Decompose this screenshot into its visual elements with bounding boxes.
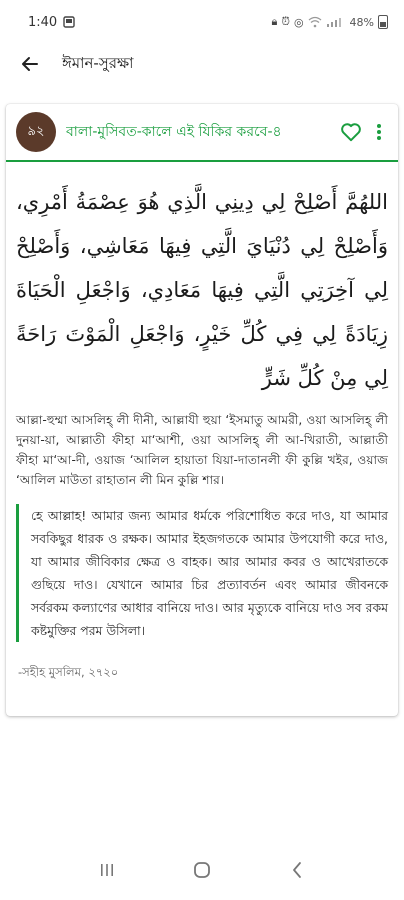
system-nav-bar xyxy=(0,840,404,900)
system-back-button[interactable] xyxy=(277,850,317,890)
status-time: 1:40 xyxy=(28,14,58,30)
back-button[interactable] xyxy=(18,52,42,76)
home-icon xyxy=(193,861,211,879)
back-chevron-icon xyxy=(291,861,303,879)
alarm-icon: ⏰︎ xyxy=(281,15,290,28)
battery-percent: 48% xyxy=(349,15,374,29)
status-bar xyxy=(0,0,404,44)
battery-icon xyxy=(378,15,388,29)
lock-icon: 🔒︎ xyxy=(271,15,278,28)
hadith-reference: -সহীহ মুসলিম, ২৭২০ xyxy=(18,665,119,679)
wifi-icon xyxy=(308,16,322,28)
home-button[interactable] xyxy=(182,850,222,890)
page-title: ঈমান-সুরক্ষা xyxy=(62,53,134,72)
status-right xyxy=(271,15,388,29)
signal-icon xyxy=(326,16,346,28)
app-bar xyxy=(0,44,404,84)
dua-title: বালা-মুসিবত-কালে এই যিকির করবে-৪ xyxy=(66,124,282,140)
arabic-text: اللهُمَّ أَصْلِحْ لِي دِينِي الَّذِي هُوَ عِصْمَةُ أَمْرِي، وَأَصْلِحْ لِي دُنْيَايَ الَّتِي فِيهَا مَعَاشِي، وَأَصْلِحْ لِي آخِرَتِي الَّتِي فِيهَا مَعَادِي، وَاجْعَلِ الْحَيَاةَ زِيَادَةً لِي فِي كُلِّ خَيْرٍ، وَاجْعَلِ الْمَوْتَ رَاحَةً لِي مِنْ كُلِّ شَرٍّ xyxy=(16,190,388,390)
status-left xyxy=(28,15,75,30)
gallery-notification-icon xyxy=(63,16,75,28)
favorite-button[interactable] xyxy=(338,119,364,145)
recents-icon xyxy=(99,863,115,877)
dua-number-badge: ৯২ xyxy=(16,112,56,152)
more-vert-icon xyxy=(376,123,382,141)
card-header xyxy=(6,104,398,162)
arrow-back-icon xyxy=(20,54,40,74)
dua-card xyxy=(6,104,398,716)
recents-button[interactable] xyxy=(87,850,127,890)
hotspot-icon: ◎ xyxy=(293,15,304,29)
more-options-button[interactable] xyxy=(370,119,388,145)
translation-text: হে আল্লাহ! আমার জন্য আমার ধর্মকে পরিশোধিত করে দাও, যা আমার সবকিছুর ধারক ও রক্ষক। আমার ইহজগতকে আমার উপযোগী করে দাও, যা আমার জীবিকার ক্ষেত্র ও বাহক। আর আমার কবর ও আখেরাতকে গুছিয়ে দাও। যেখানে আমার চির প্রত্যাবর্তন এবং আমার জীবনকে সর্বরকম কল্যাণের আধার বানিয়ে দাও। আর মৃত্যুকে বানিয়ে দাও সব রকম কষ্টমুক্তির পরম উসিলা। xyxy=(16,504,388,642)
heart-outline-icon xyxy=(340,122,362,142)
transliteration-text: আল্লা-হুম্মা আসলিহ্ লী দীনী, আল্লাযী হুয়া ‘ইসমাতু আমরী, ওয়া আসলিহ্ লী দুনয়া-য়া, আল্লাতী ফীহা মা‘আশী, ওয়া আসলিহ্ লী আ-খিরাতী, আল্লাতী ফীহা মা‘আ-দী, ওয়াজ ‘আলিল হায়াতা যিয়া-দাতানলী ফী কুল্লি খইর, ওয়াজ ‘আলিল মাউতা রাহাতান লী মিন কুল্লি শার। xyxy=(16,413,388,487)
